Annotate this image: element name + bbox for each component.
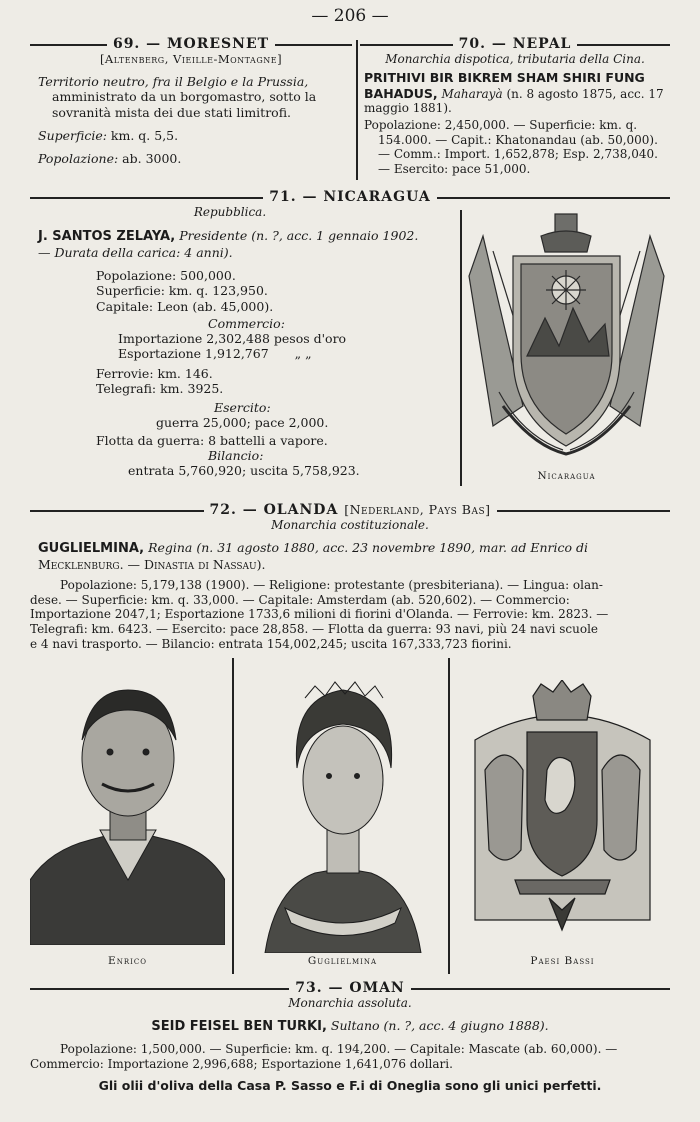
caption-paesi-bassi: Paesi Bassi xyxy=(530,955,595,967)
section-71-subtitle: Repubblica. xyxy=(193,205,267,219)
section-71-body xyxy=(38,228,458,478)
section-69-title: 69. — MORESNET xyxy=(112,36,270,52)
section-71-army: guerra 25,000; pace 2,000. xyxy=(156,415,329,431)
section-71-header xyxy=(30,189,670,206)
guglielmina-portrait-image xyxy=(245,668,440,953)
section-71-capital: Capitale: Leon (ab. 45,000). xyxy=(96,298,274,314)
section-70-header xyxy=(360,36,670,53)
section-71-population: Popolazione: 500,000. xyxy=(96,268,236,284)
section-71-imports: Importazione 2,302,488 pesos d'oro xyxy=(118,331,347,347)
section-71-fleet: Flotta da guerra: 8 battelli a vapore. xyxy=(96,432,328,448)
section-70-line4: — Esercito: pace 51,000. xyxy=(378,161,531,176)
section-71-telegraph: Telegrafi: km. 3925. xyxy=(96,380,224,396)
section-72-p5: e 4 navi trasporto. — Bilancio: entrata 154,002,245; uscita 167,333,723 fiorini. xyxy=(30,636,512,651)
section-72-p4: Telegrafi: km. 6423. — Esercito: pace 28,858. — Flotta da guerra: 93 navi, più 24 navi scuole xyxy=(30,621,599,636)
section-72-ruler: GUGLIELMINA, Regina (n. 31 agosto 1880, acc. 23 novembre 1890, mar. ad Enrico di xyxy=(38,540,588,556)
section-72-p2: dese. — Superficie: km. q. 33,000. — Capitale: Amsterdam (ab. 520,602). — Commercio: xyxy=(30,592,570,607)
section-71-exports: Esportazione 1,912,767 „ „ xyxy=(118,346,312,362)
section-70-title: 70. — NEPAL xyxy=(458,36,572,52)
section-72-p1: Popolazione: 5,179,138 (1900). — Religione: protestante (presbiteriana). — Lingua: olan- xyxy=(60,578,603,592)
section-71-commerce-label: Commercio: xyxy=(208,315,285,331)
section-70-ruler: PRITHIVI BIR BIKREM SHAM SHIRI FUNG BAHADUS, Maharayà (n. 8 agosto 1875, acc. 17 maggio 1881). xyxy=(364,70,664,116)
enrico-portrait-image xyxy=(30,680,225,945)
section-73-ruler: SEID FEISEL BEN TURKI, Sultano (n. ?, acc. 4 giugno 1888). xyxy=(151,1018,549,1034)
paesi-bassi-coat-of-arms-image xyxy=(455,680,670,945)
caption-enrico: Enrico xyxy=(108,955,147,967)
section-70-body xyxy=(364,70,674,176)
section-73-title: 73. — OMAN xyxy=(295,980,405,996)
section-69-subtitle: [Altenberg, Vieille-Montagne] xyxy=(99,52,283,66)
section-70-subtitle: Monarchia dispotica, tributaria della Cina. xyxy=(385,52,645,66)
section-73-line2: Commercio: Importazione 2,996,688; Esportazione 1,641,076 dollari. xyxy=(30,1056,453,1071)
paesi-bassi-coat-of-arms xyxy=(455,680,670,945)
section-71-budget: entrata 5,760,920; uscita 5,758,923. xyxy=(128,463,360,479)
section-71-term: — Durata della carica: 4 anni). xyxy=(38,244,233,260)
section-69-line2: amministrato da un borgomastro, sotto la xyxy=(52,89,317,105)
section-70-line3: — Comm.: Import. 1,652,878; Esp. 2,738,040. xyxy=(378,147,658,162)
enrico-portrait xyxy=(30,680,225,945)
portrait-divider-2 xyxy=(448,658,450,974)
advertisement-line: Gli olii d'oliva della Casa P. Sasso e F.i di Oneglia sono gli unici perfetti. xyxy=(98,1078,602,1093)
portrait-divider-1 xyxy=(232,658,234,974)
section-70-line2: 154.000. — Capit.: Khatonandau (ab. 50,000). xyxy=(378,132,658,147)
section-69-line3: sovranità mista dei due stati limitrofi. xyxy=(52,104,292,120)
caption-guglielmina: Guglielmina xyxy=(307,955,378,967)
section-72-header xyxy=(30,502,670,519)
section-72-title: 72. — OLANDA [Nederland, Pays Bas] xyxy=(209,502,491,518)
nicaragua-emblem xyxy=(463,206,670,468)
section-69-body xyxy=(38,74,353,166)
section-73-header xyxy=(30,980,670,997)
section-71-ruler: J. SANTOS ZELAYA, Presidente (n. ?, acc. 1 gennaio 1902. xyxy=(38,228,419,244)
section-71-title: 71. — NICARAGUA xyxy=(269,189,431,205)
section-69-line1: Territorio neutro, fra il Belgio e la Prussia, xyxy=(38,74,309,89)
section-69-population: Popolazione: ab. 3000. xyxy=(38,151,182,166)
column-divider xyxy=(356,40,358,180)
section-73-body xyxy=(30,1042,670,1071)
section-70-line1: Popolazione: 2,450,000. — Superficie: km. q. xyxy=(364,117,638,132)
section-73-subtitle: Monarchia assoluta. xyxy=(288,996,412,1010)
section-71-budget-label: Bilancio: xyxy=(208,447,264,463)
section-73-line1: Popolazione: 1,500,000. — Superficie: km. q. 194,200. — Capitale: Mascate (ab. 60,000). — xyxy=(60,1042,618,1056)
nicaragua-caption: Nicaragua xyxy=(537,470,596,482)
nicaragua-coat-of-arms-image xyxy=(463,206,670,468)
section-69-header xyxy=(30,36,352,53)
section-72-ruler-block xyxy=(38,540,670,572)
section-72-body xyxy=(30,578,670,651)
section-72-ruler-line2: Mecklenburg. — Dinastia di Nassau). xyxy=(38,556,266,572)
section-69-area: Superficie: km. q. 5,5. xyxy=(38,127,179,143)
section-71-army-label: Esercito: xyxy=(214,400,271,416)
section-72-p3: Importazione 2047,1; Esportazione 1733,6 milioni di fiorini d'Olanda. — Ferrovie: km. 2823. — xyxy=(30,607,609,622)
guglielmina-portrait xyxy=(245,668,440,953)
section-71-stats xyxy=(38,268,458,314)
section-72-subtitle: Monarchia costituzionale. xyxy=(271,518,429,532)
section-71-area: Superficie: km. q. 123,950. xyxy=(96,283,268,299)
section-71-railways: Ferrovie: km. 146. xyxy=(96,365,213,381)
page-number: — 206 — xyxy=(311,6,389,26)
emblem-box-left-border xyxy=(460,210,462,486)
